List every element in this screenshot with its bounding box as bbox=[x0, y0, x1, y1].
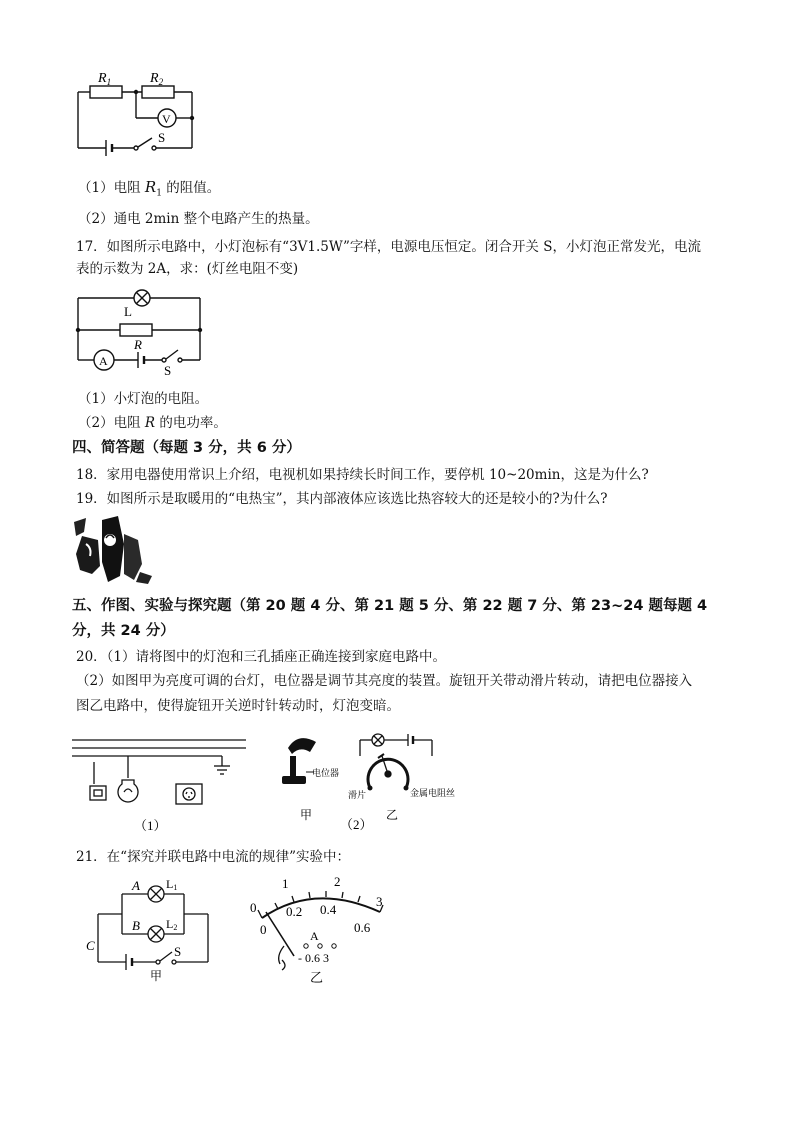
label-a: A bbox=[132, 878, 140, 893]
label-jia: 甲 bbox=[300, 808, 313, 822]
figure-q21-parallel-circuit bbox=[84, 876, 220, 986]
dial-bottom-tick: 0.2 bbox=[286, 904, 303, 919]
q21-text: 21．在“探究并联电路中电流的规律”实验中： bbox=[76, 849, 350, 865]
label-switch: S bbox=[174, 944, 182, 959]
q17-sub2: （2）电阻 R 的电功率。 bbox=[78, 415, 227, 431]
caption-1: （1） bbox=[134, 818, 167, 833]
label-switch: S bbox=[164, 363, 172, 376]
resistor-r2 bbox=[142, 86, 174, 98]
label-b: B bbox=[132, 918, 140, 933]
label-slider: 滑片 bbox=[348, 790, 367, 800]
q19-text: 19．如图所示是取暖用的“电热宝”，其内部液体应该选比热容较大的还是较小的?为什么? bbox=[76, 491, 608, 507]
switch-box bbox=[90, 786, 106, 800]
q20-text-line3: 图乙电路中，使得旋钮开关逆时针转动时，灯泡变暗。 bbox=[76, 698, 400, 714]
label-yi: 乙 bbox=[386, 808, 399, 822]
three-pin-socket bbox=[176, 784, 202, 804]
section-5-heading-line2: 分，共 24 分） bbox=[72, 623, 175, 639]
section-5-heading-line1: 五、作图、实验与探究题（第 20 题 4 分、第 21 题 5 分、第 22 题 7 分、第 23~24 题每题 4 bbox=[72, 598, 708, 614]
figure-q17-circuit bbox=[74, 286, 204, 376]
label-l2: L2 bbox=[166, 917, 178, 932]
label-lamp: L bbox=[124, 304, 132, 319]
label-l1: L1 bbox=[166, 877, 178, 892]
label-potentiometer: 电位器 bbox=[312, 768, 340, 778]
meter-letter: A bbox=[310, 929, 319, 943]
heating-pad-image bbox=[72, 514, 154, 586]
section-4-heading: 四、简答题（每题 3 分，共 6 分） bbox=[72, 440, 301, 456]
caption-2: （2） bbox=[340, 817, 373, 832]
bulb bbox=[118, 780, 138, 802]
q20-text-line1: 20．（1）请将图中的灯泡和三孔插座正确连接到家庭电路中。 bbox=[76, 649, 447, 665]
label-resistor: R bbox=[134, 337, 142, 352]
label-resistance-wire: 金属电阻丝 bbox=[410, 788, 456, 798]
q17-text-line2: 表的示数为 2A，求：(灯丝电阻不变) bbox=[76, 261, 299, 277]
figure-q20-1-household-circuit bbox=[72, 726, 248, 834]
label-voltmeter: V bbox=[162, 112, 171, 126]
q17-text-line1: 17．如图所示电路中，小灯泡标有“3V1.5W”字样，电源电压恒定。闭合开关 S，小灯泡正常发光，电流 bbox=[76, 239, 701, 255]
resistor-r bbox=[120, 324, 152, 336]
label-r2: $R_2$ bbox=[150, 71, 164, 87]
label-ammeter: A bbox=[99, 354, 108, 368]
label-c: C bbox=[86, 938, 95, 953]
q16-sub1: （1）电阻 $R_1$ 的阻值。 bbox=[78, 178, 221, 199]
dial-bottom-tick: 0.4 bbox=[320, 902, 337, 917]
label-switch: S bbox=[158, 130, 166, 145]
meter-terminals: - 0.6 3 bbox=[298, 951, 329, 965]
dial-bottom-tick: 0.6 bbox=[354, 920, 371, 935]
label-yi: 乙 bbox=[310, 970, 324, 985]
resistor-r1 bbox=[90, 86, 122, 98]
figure-q20-2-lamp-potentiometer bbox=[278, 726, 468, 834]
label-jia: 甲 bbox=[150, 969, 163, 983]
q16-sub2: （2）通电 2min 整个电路产生的热量。 bbox=[78, 211, 319, 227]
q17-sub1: （1）小灯泡的电阻。 bbox=[78, 391, 209, 407]
figure-q16-circuit bbox=[72, 66, 202, 158]
figure-q21-ammeter-dial bbox=[242, 872, 392, 988]
q20-text-line2: （2）如图甲为亮度可调的台灯，电位器是调节其亮度的装置。旋钮开关带动滑片转动，请把电位器接入 bbox=[76, 673, 693, 689]
dial-top-tick: 1 bbox=[282, 876, 289, 891]
label-r1: $R_1$ bbox=[98, 71, 112, 87]
dial-bottom-tick: 0 bbox=[260, 922, 267, 937]
dial-top-tick: 3 bbox=[376, 894, 383, 909]
dial-top-tick: 0 bbox=[250, 900, 257, 915]
dial-top-tick: 2 bbox=[334, 874, 341, 889]
q18-text: 18．家用电器使用常识上介绍，电视机如果持续长时间工作，要停机 10~20min，这是为什么? bbox=[76, 467, 649, 483]
